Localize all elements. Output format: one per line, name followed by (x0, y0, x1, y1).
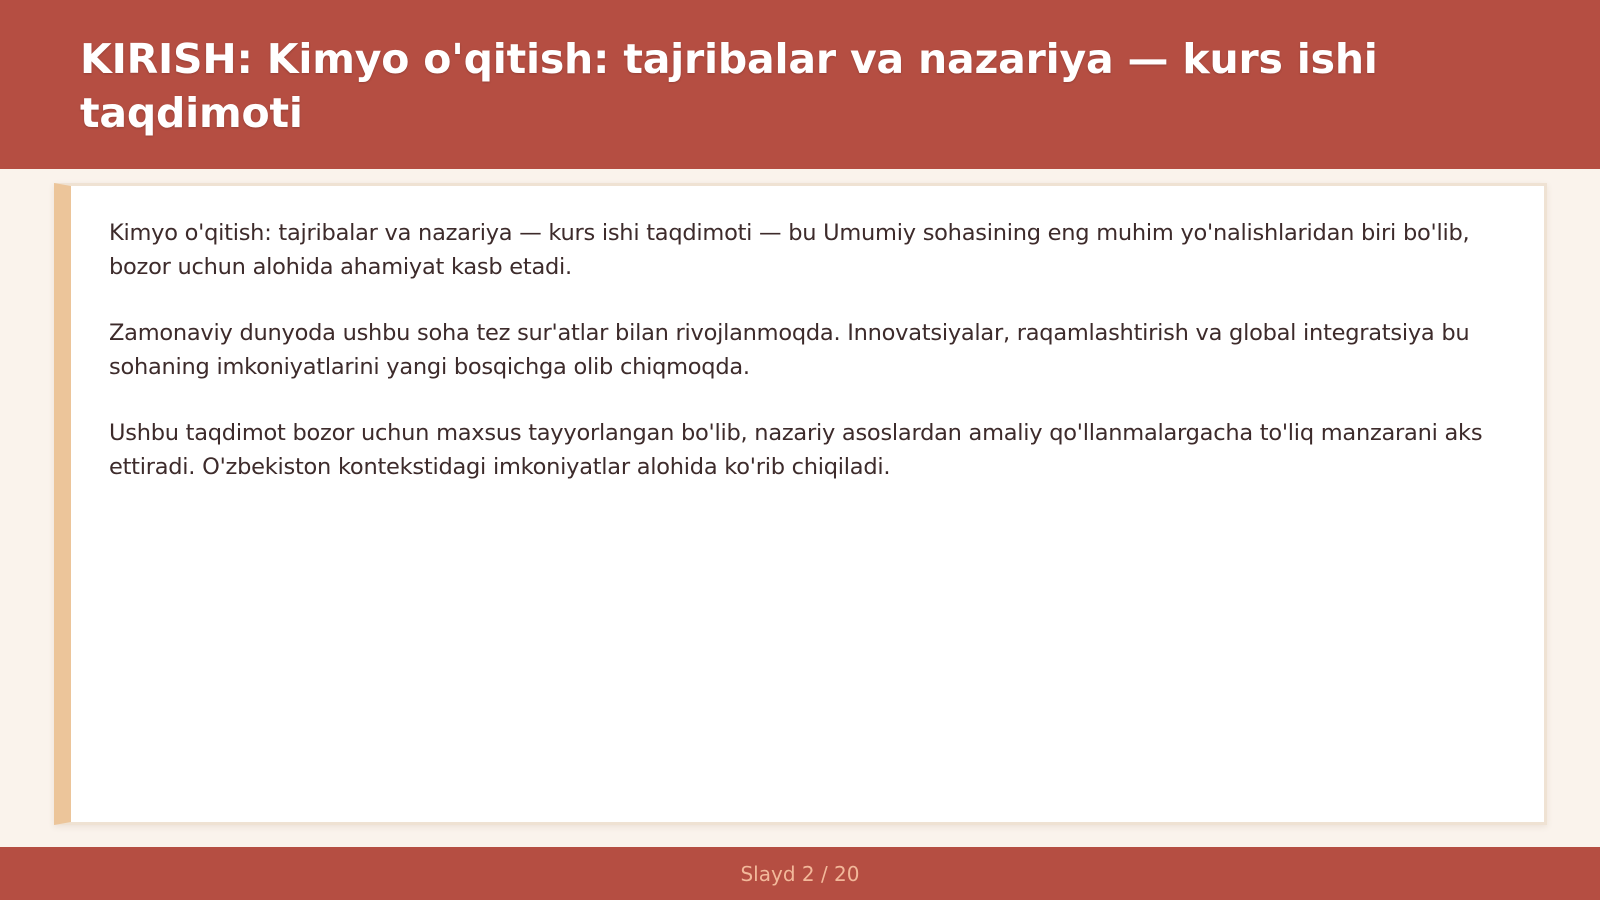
slide-footer (0, 847, 1600, 900)
content-card (54, 183, 1547, 825)
content-paragraph-1: Kimyo o'qitish: tajribalar va nazariya — kurs ishi taqdimoti — bu Umumiy sohasining eng muhim yo'nalishlaridan biri bo'lib, bozor uchun alohida ahamiyat kasb etadi. (109, 220, 1470, 280)
slide-title: KIRISH: Kimyo o'qitish: tajribalar va nazariya — kurs ishi taqdimoti (80, 35, 1378, 137)
content-paragraph-3: Ushbu taqdimot bozor uchun maxsus tayyorlangan bo'lib, nazariy asoslardan amaliy qo'llanmalargacha to'liq manzarani aks ettiradi. O'zbekiston kontekstidagi imkoniyatlar alohida ko'rib chiqiladi. (109, 420, 1483, 480)
slide-header (0, 0, 1600, 169)
content-paragraph-2: Zamonaviy dunyoda ushbu soha tez sur'atlar bilan rivojlanmoqda. Innovatsiyalar, raqamlashtirish va global integratsiya bu sohaning imkoniyatlarini yangi bosqichga olib chiqmoqda. (109, 320, 1470, 380)
slide-counter: Slayd 2 / 20 (740, 861, 860, 886)
